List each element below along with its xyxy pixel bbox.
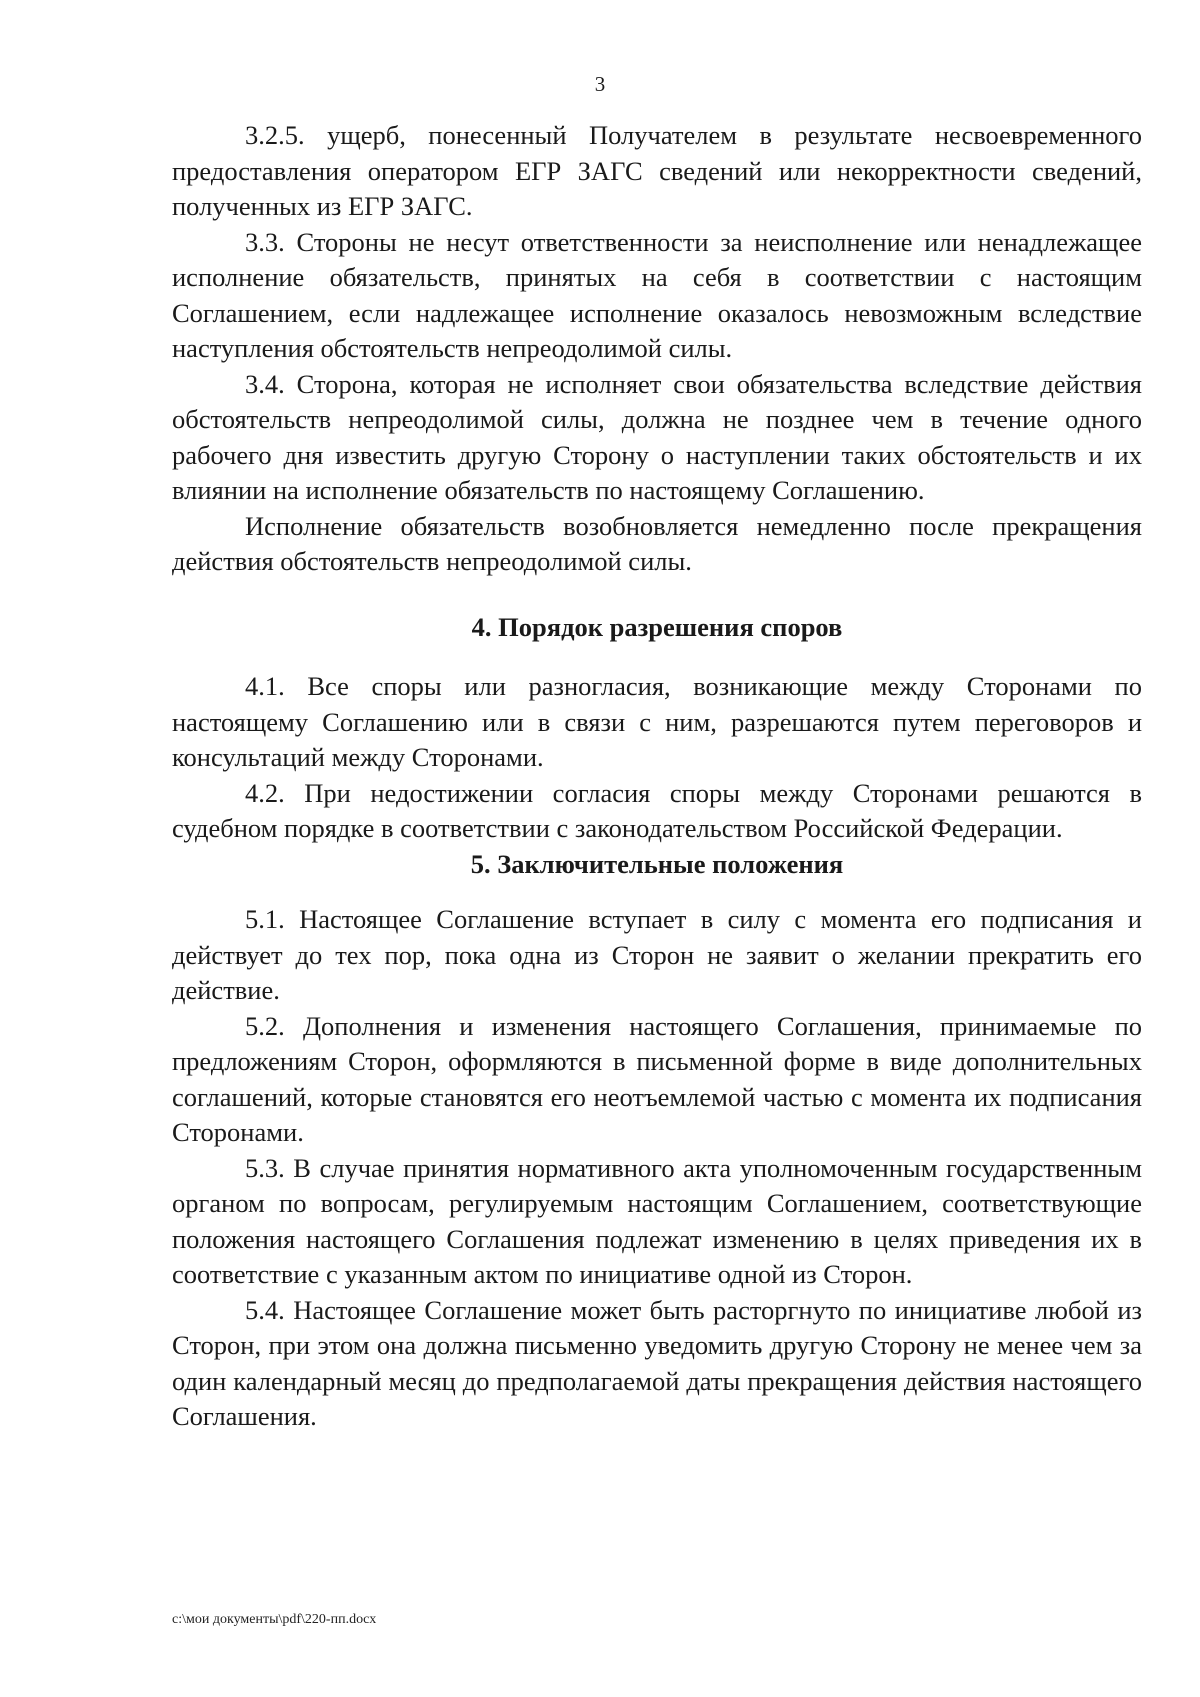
section-4-heading: 4. Порядок разрешения споров [471, 611, 843, 642]
page-number: 3 [594, 72, 606, 96]
spacer [172, 645, 1142, 669]
document-body [172, 118, 1142, 1435]
paragraph-5-1: 5.1. Настоящее Соглашение вступает в силу с момента его подписания и действует до тех пор, пока одна из Сторон не заявит о желании прекратить его действие. [172, 904, 1142, 1005]
paragraph-5-2: 5.2. Дополнения и изменения настоящего Соглашения, принимаемые по предложениям Сторон, оформляются в письменной форме в виде дополнительных соглашений, которые становятся его неотъемлемой частью с момента их подписания Сторонами. [172, 1010, 1142, 1147]
paragraph-5-3: 5.3. В случае принятия нормативного акта уполномоченным государственным органом по вопросам, регулируемым настоящим Соглашением, соответствующие положения настоящего Соглашения подлежат изменению в целях приведения их в соответствие с указанным актом по инициативе одной из Сторон. [172, 1152, 1142, 1289]
paragraph-3-2-5: 3.2.5. ущерб, понесенный Получателем в результате несвоевременного предоставления оператором ЕГР ЗАГС сведений или некорректности сведений, полученных из ЕГР ЗАГС. [172, 120, 1142, 221]
paragraph-3-4: 3.4. Сторона, которая не исполняет свои обязательства вследствие действия обстоятельств непреодолимой силы, должна не позднее чем в течение одного рабочего дня известить другую Сторону о наступлении таких обстоятельств и их влиянии на исполнение обязательств по настоящему Соглашению. [172, 368, 1142, 505]
spacer [172, 580, 1142, 610]
paragraph-4-1: 4.1. Все споры или разногласия, возникающие между Сторонами по настоящему Соглашению или в связи с ним, разрешаются путем переговоров и консультаций между Сторонами. [172, 671, 1142, 772]
footer-file-path: c:\мои документы\pdf\220-пп.docx [172, 1612, 377, 1627]
paragraph-resumption: Исполнение обязательств возобновляется немедленно после прекращения действия обстоятельств непреодолимой силы. [172, 510, 1142, 576]
paragraph-4-2: 4.2. При недостижении согласия споры между Сторонами решаются в судебном порядке в соответствии с законодательством Российской Федерации. [172, 777, 1142, 843]
paragraph-5-4: 5.4. Настоящее Соглашение может быть расторгнуто по инициативе любой из Сторон, при этом она должна письменно уведомить другую Сторону не менее чем за один календарный месяц до предполагаемой даты прекращения действия настоящего Соглашения. [172, 1294, 1142, 1431]
spacer [172, 882, 1142, 902]
section-5-heading: 5. Заключительные положения [470, 848, 844, 879]
paragraph-3-3: 3.3. Стороны не несут ответственности за неисполнение или ненадлежащее исполнение обязательств, принятых на себя в соответствии с настоящим Соглашением, если надлежащее исполнение оказалось невозможным вследствие наступления обстоятельств непреодолимой силы. [172, 226, 1142, 363]
